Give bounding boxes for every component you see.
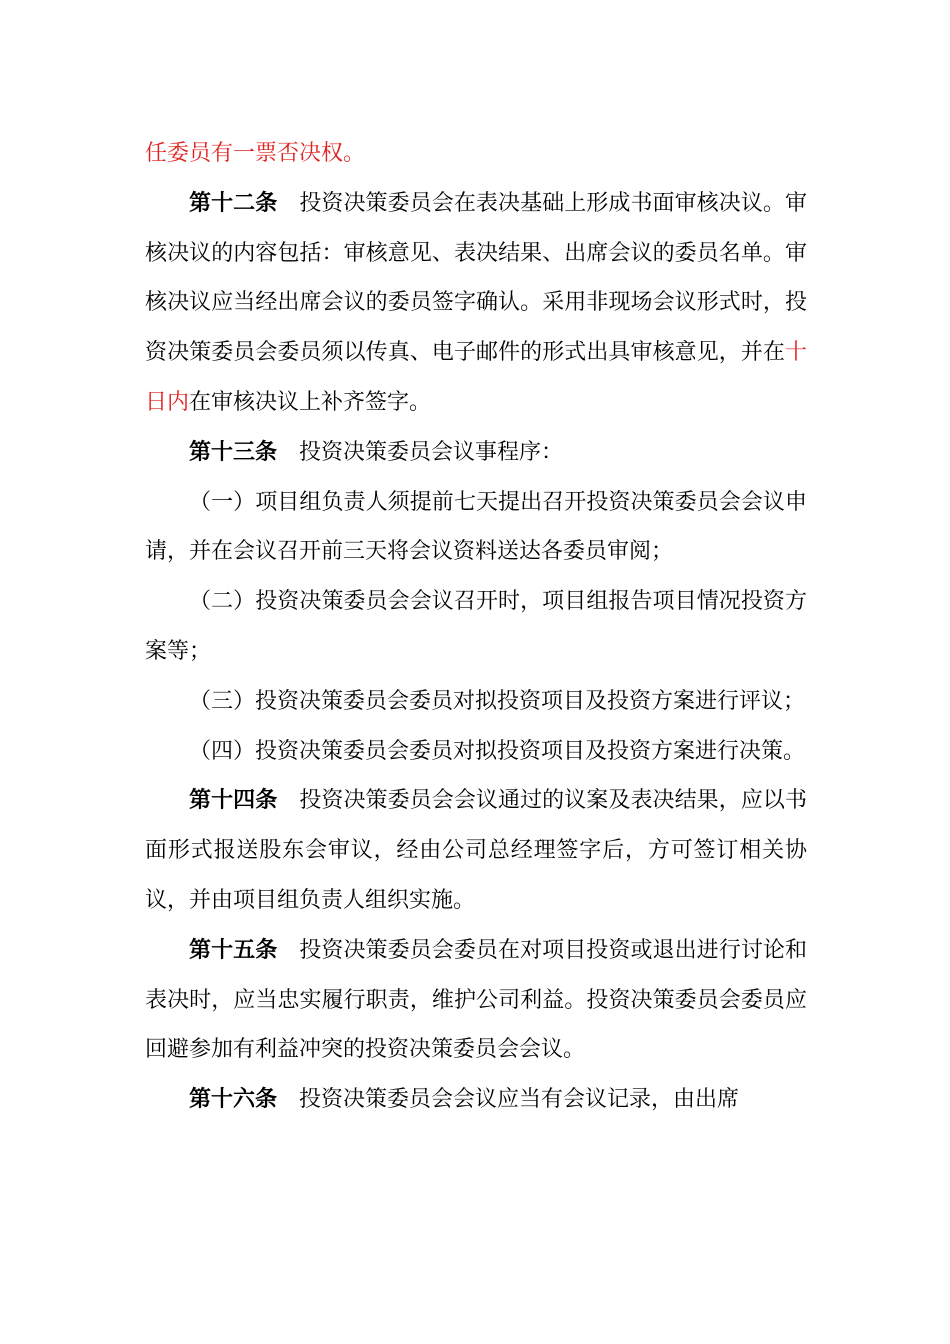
document-body <box>145 129 807 1125</box>
article-12-label: 第十二条 <box>189 189 278 216</box>
article-13 <box>145 428 807 478</box>
article-13-label: 第十三条 <box>189 438 278 465</box>
article-12 <box>145 179 807 428</box>
article-15-label: 第十五条 <box>189 936 278 963</box>
article-16-label: 第十六条 <box>189 1086 278 1113</box>
article-12-text-before: 投资决策委员会在表决基础上形成书面审核决议。审核决议的内容包括：审核意见、表决结果、出席会议的委员名单。审核决议应当经出席会议的委员签字确认。采用非现场会议形式时，投资决策委员会委员须以传真、电子邮件的形式出具审核意见，并在 <box>145 190 807 366</box>
procedure-item-3: （三）投资决策委员会委员对拟投资项目及投资方案进行评议； <box>189 688 806 714</box>
procedure-item-1: （一）项目组负责人须提前七天提出召开投资决策委员会会议申请，并在会议召开前三天将会议资料送达各委员审阅； <box>145 489 807 565</box>
article-12-text-after: 在审核决议上补齐签字。 <box>189 389 432 415</box>
article-13-text: 投资决策委员会议事程序： <box>299 439 564 465</box>
article-15-text: 投资决策委员会委员在对项目投资或退出进行讨论和表决时，应当忠实履行职责，维护公司利益。投资决策委员会委员应回避参加有利益冲突的投资决策委员会会议。 <box>145 937 807 1063</box>
procedure-item-4: （四）投资决策委员会委员对拟投资项目及投资方案进行决策。 <box>189 738 806 764</box>
article-16 <box>145 1075 807 1125</box>
veto-text: 任委员有一票否决权。 <box>145 141 366 166</box>
article-14 <box>145 776 807 925</box>
article-14-label: 第十四条 <box>189 787 278 814</box>
article-12-highlight: 十日内 <box>145 340 807 415</box>
paragraph-veto-continuation <box>145 129 807 179</box>
article-16-text: 投资决策委员会会议应当有会议记录，由出席 <box>299 1087 740 1113</box>
article-14-text: 投资决策委员会会议通过的议案及表决结果，应以书面形式报送股东会审议，经由公司总经理签字后，方可签订相关协议，并由项目组负责人组织实施。 <box>145 788 807 913</box>
article-15 <box>145 926 807 1075</box>
procedure-item-2: （二）投资决策委员会会议召开时，项目组报告项目情况投资方案等； <box>145 589 807 664</box>
